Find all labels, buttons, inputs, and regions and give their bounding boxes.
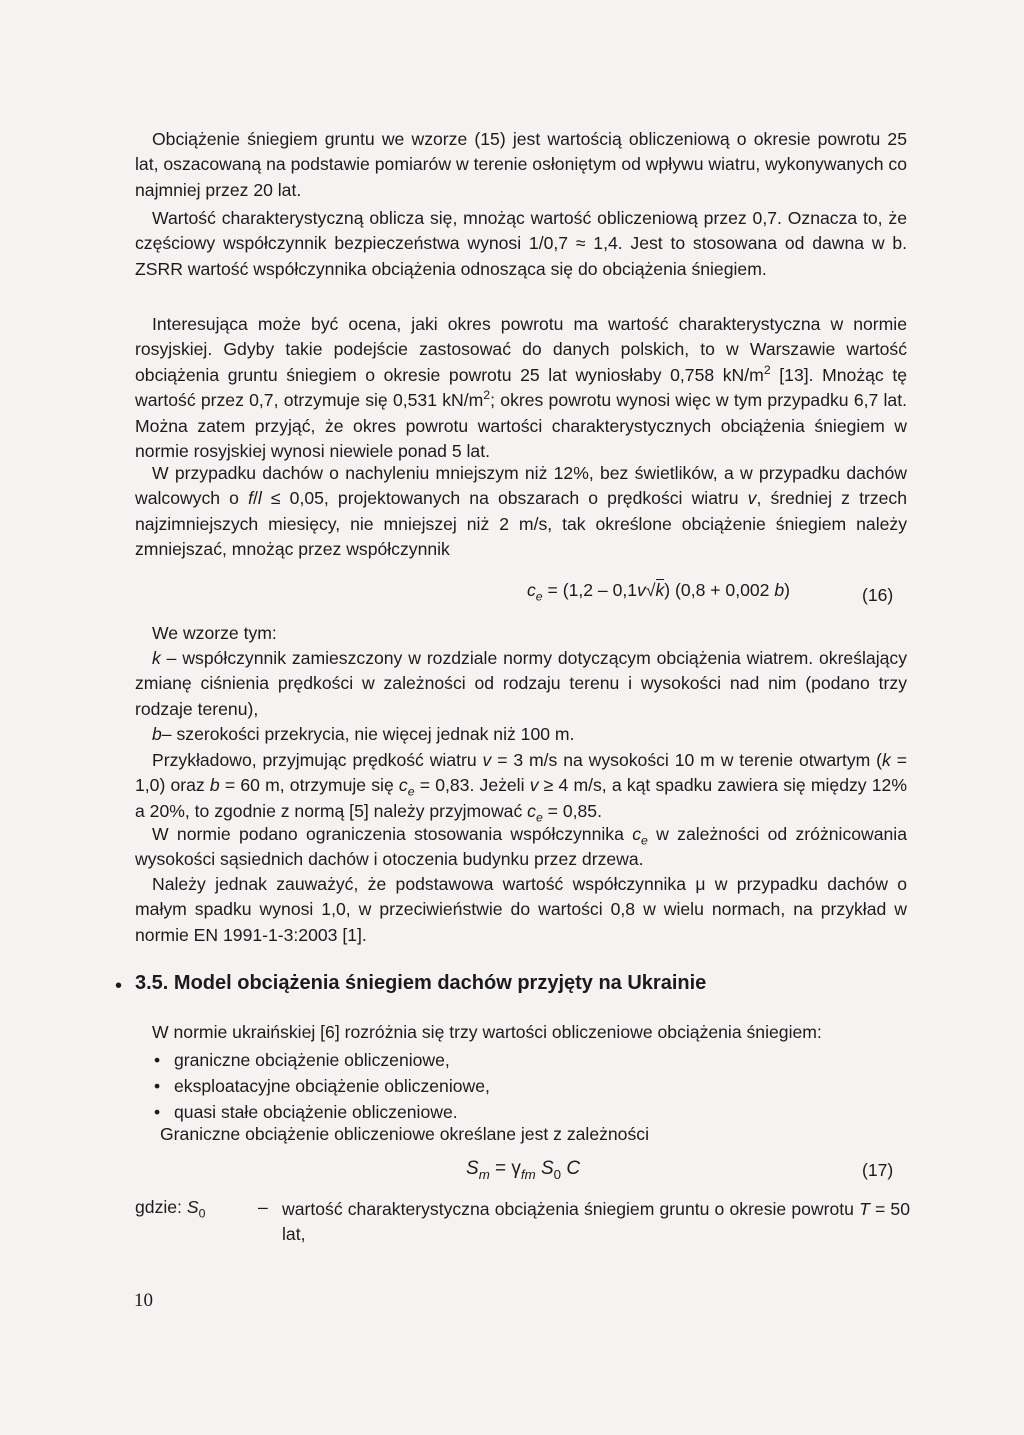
page-number: 10 [134, 1290, 153, 1311]
paragraph-9: W normie podano ograniczenia stosowania współczynnika $c_e$ w zależności od zróżnicowania wysokości sąsiednich dachów i otoczenia budynku przez drzewa. [135, 824, 907, 870]
margin-mark: • [115, 975, 123, 997]
paragraph-10: Należy jednak zauważyć, że podstawowa wartość współczynnika μ w przypadku dachów o małym spadku wynosi 1,0, w przeciwieństwie do wartości 0,8 w wielu normach, na przykład w normie EN 1991-1-3:2003 [1]. [135, 874, 907, 945]
equation-number-16: (16) [862, 585, 894, 605]
paragraph-4: W przypadku dachów o nachyleniu mniejszym niż 12%, bez świetlików, a w przypadku dachów walcowych o f/l ≤ 0,05, projektowanych na obszarach o prędkości wiatru v, średniej z trzech najzimniejszych miesięcy, nie mniejszej niż 2 m/s, tak określone obciążenie śniegiem należy zmniejszać, mnożąc przez współczynnik [135, 463, 907, 560]
list-item: • graniczne obciążenie obliczeniowe, [152, 1048, 490, 1074]
bullet-list [152, 1048, 490, 1125]
section-heading: 3.5. Model obciążenia śniegiem dachów przyjęty na Ukrainie [135, 972, 707, 994]
formula-17: $S_m = \gamma_{fm}$ $S_0$ C [466, 1158, 581, 1182]
list-item: • quasi stałe obciążenie obliczeniowe. [152, 1100, 490, 1126]
definition-dash: – [258, 1197, 268, 1217]
paragraph-5: We wzorze tym: [152, 623, 277, 643]
paragraph-2: Wartość charakterystyczną oblicza się, mnożąc wartość obliczeniową przez 0,7. Oznacza to, że częściowy współczynnik bezpieczeństwa wynosi 1/0,7 ≈ 1,4. Jest to stosowana od dawna w b. ZSRR wartość współczynnika obciążenia odnosząca się do obciążenia śniegiem. [135, 208, 907, 279]
definition-label: gdzie: $S_0$ [135, 1197, 206, 1221]
equation-number-17: (17) [862, 1160, 894, 1180]
paragraph-1: Obciążenie śniegiem gruntu we wzorze (15) jest wartością obliczeniową o okresie powrotu 25 lat, oszacowaną na podstawie pomiarów w terenie osłoniętym od wpływu wiatru, wykonywanych co najmniej przez 20 lat. [135, 129, 907, 200]
paragraph-11: W normie ukraińskiej [6] rozróżnia się trzy wartości obliczeniowe obciążenia śniegiem: [152, 1022, 822, 1042]
formula-16: $c_e = (1,2 - 0,1v√k) (0,8 + 0,002$ b) [527, 580, 790, 604]
paragraph-6: k – współczynnik zamieszczony w rozdziale normy dotyczącym obciążenia wiatrem. określający zmianę ciśnienia prędkości w zależności od rodzaju terenu i wysokości nad nim (podano trzy rodzaje terenu), [135, 648, 907, 719]
paragraph-12: Graniczne obciążenie obliczeniowe określane jest z zależności [160, 1124, 649, 1144]
list-item: • eksploatacyjne obciążenie obliczeniowe, [152, 1074, 490, 1100]
definition-text: wartość charakterystyczna obciążenia śniegiem gruntu o okresie powrotu T = 50 lat, [282, 1199, 911, 1245]
paragraph-7: b– szerokości przekrycia, nie więcej jednak niż 100 m. [152, 724, 575, 744]
paragraph-3: Interesująca może być ocena, jaki okres powrotu ma wartość charakterystyczna w normie rosyjskiej. Gdyby takie podejście zastosować do danych polskich, to w Warszawie wartość obciążenia gruntu śniegiem o okresie powrotu 25 lat wyniosłaby 0,758 $kN/m^2$ [13]. Mnożąc tę wartość przez 0,7, otrzymuje się 0,531 $kN/m^2$; okres powrotu wynosi więc w tym przypadku 6,7 lat. Można zatem przyjąć, że okres powrotu wartości charakterystycznych obciążenia śniegiem w normie rosyjskiej wynosi niewiele ponad 5 lat. [135, 314, 907, 462]
paragraph-8: Przykładowo, przyjmując prędkość wiatru v = 3 m/s na wysokości 10 m w terenie otwartym (k = 1,0) oraz b = 60 m, otrzymuje się $c_e = 0,83$. Jeżeli v ≥ 4 m/s, a kąt spadku zawiera się między 12% a 20%, to zgodnie z normą [5] należy przyjmować $c_e = 0,85$. [135, 750, 907, 825]
